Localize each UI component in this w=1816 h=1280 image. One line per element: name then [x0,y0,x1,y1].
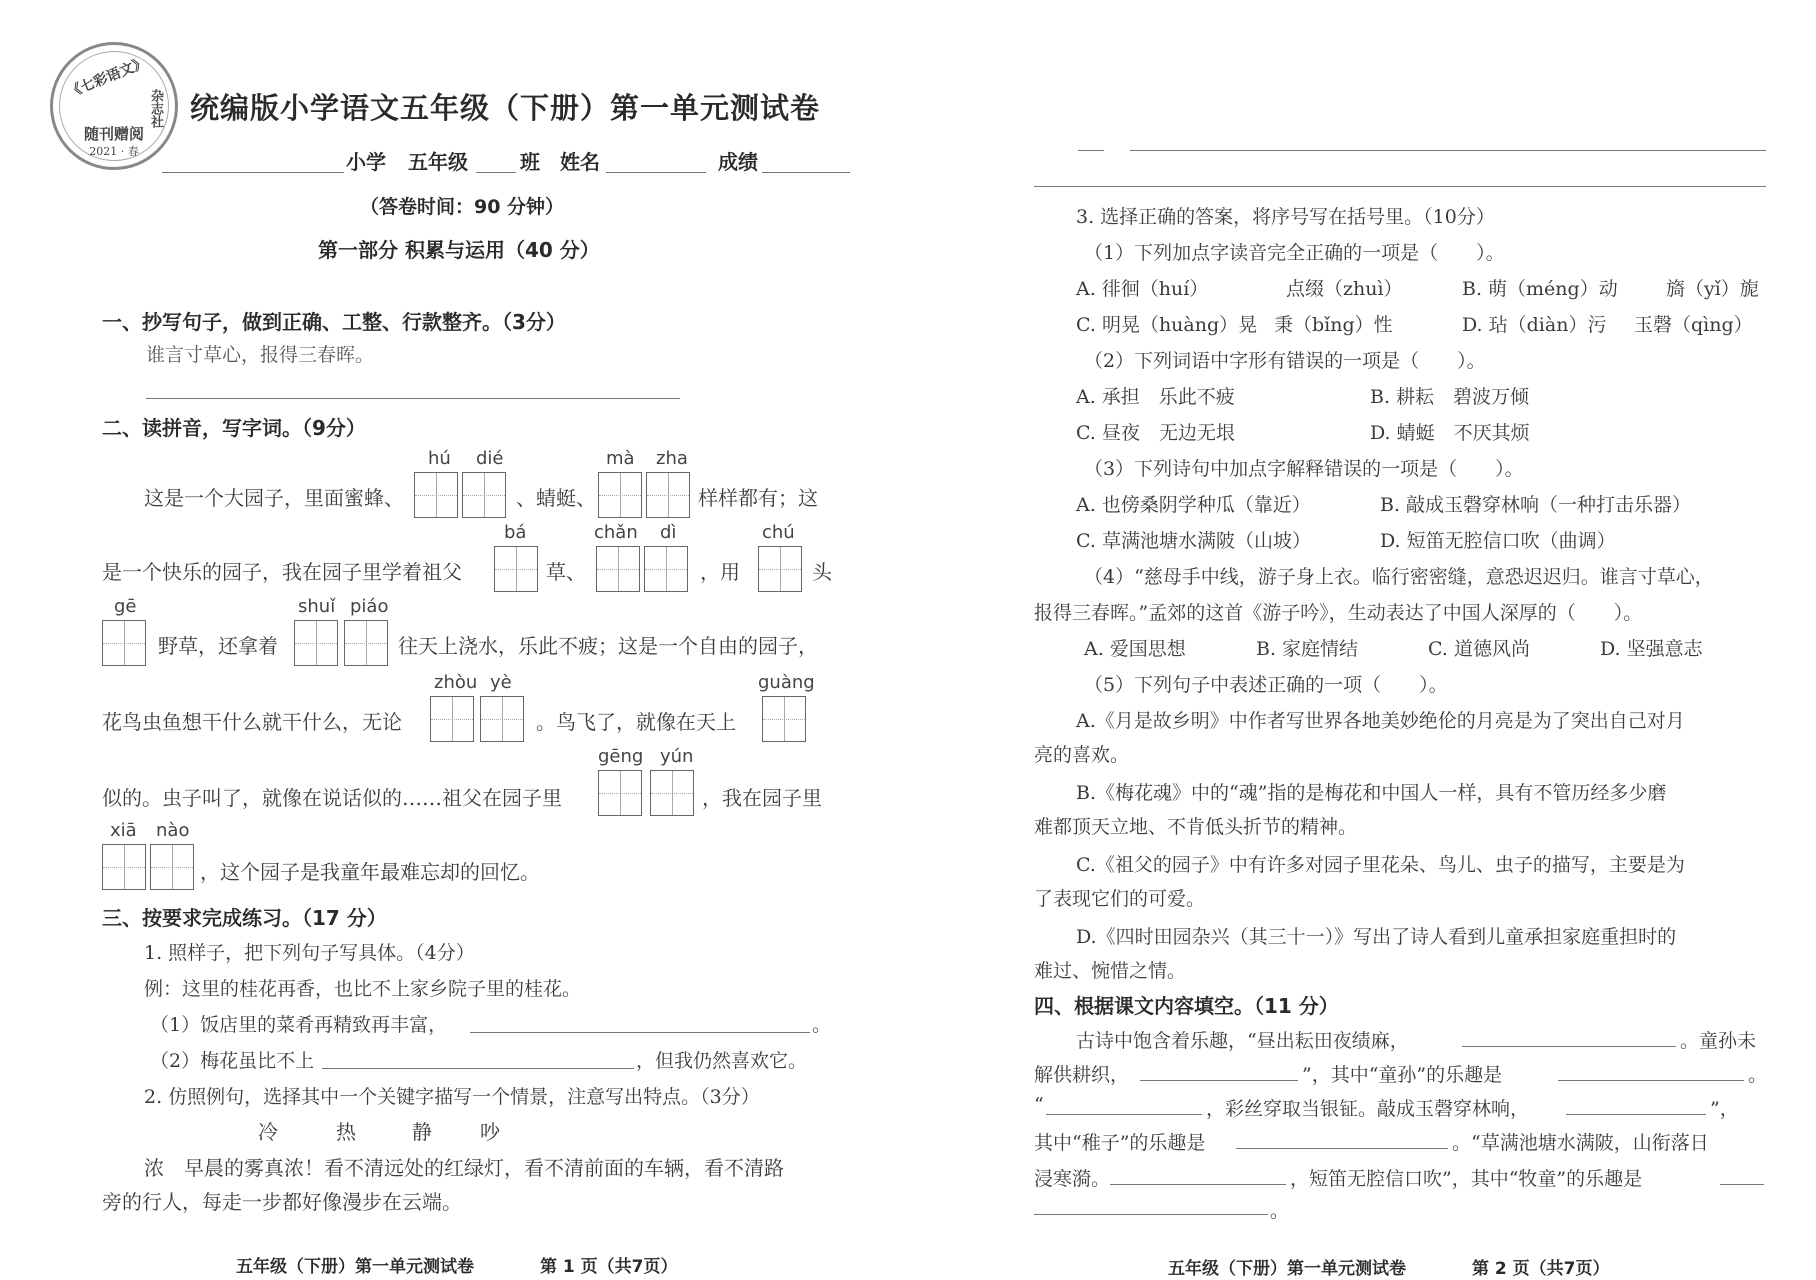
pinyin: mà [606,448,635,469]
s5-option-b-cont: 难都顶天立地、不肯低头折节的精神。 [1034,816,1358,838]
q3-example2-cont: 旁的行人，每走一步都好像漫步在云端。 [102,1190,462,1214]
stamp-middle-text: 随刊赠阅 [83,125,144,143]
page2-footer-title: 五年级（下册）第一单元测试卷 [1168,1259,1406,1279]
q4-l1b: 。童孙未 [1680,1030,1757,1052]
q2-line6-a: ，这个园子是我童年最难忘却的回忆。 [200,860,540,884]
option: C. 道德风尚 [1428,638,1530,660]
s5-option-c-cont: 了表现它们的可爱。 [1034,888,1206,910]
pinyin: dié [476,448,504,469]
publisher-stamp [50,42,178,170]
grade-label: 五年级 [408,150,468,174]
q4-l4a: 其中“稚子”的乐趣是 [1034,1132,1206,1154]
pinyin: gēng [598,746,644,767]
char-box[interactable] [344,620,388,666]
q4-l2a: 解供耕织， [1034,1064,1130,1086]
char-box[interactable] [102,844,146,890]
q3-item1-end: 。 [812,1014,832,1036]
pinyin: piáo [350,596,389,617]
q2-line4-b: 。鸟飞了，就像在天上 [536,710,736,734]
q3-example2-text: 早晨的雾真浓！看不清远处的红绿灯，看不清前面的车辆，看不清路 [184,1156,784,1180]
fill-blank[interactable] [1034,1214,1268,1215]
fill-blank[interactable] [1110,1184,1286,1185]
option: D. 蜻蜓 不厌其烦 [1370,422,1530,444]
q3-3-s3: （3）下列诗句中加点字解释错误的一项是（ ）。 [1084,458,1524,480]
pinyin: zhòu [434,672,478,693]
option: 旖（yǐ）旎 [1666,278,1759,300]
q1-heading: 一、抄写句子，做到正确、工整、行款整齐。（3分） [102,310,566,334]
page1-footer-page: 第 1 页（共7页） [540,1257,678,1277]
q4-l6-end: 。 [1270,1200,1290,1222]
char-box[interactable] [598,472,642,518]
q4-heading: 四、根据课文内容填空。（11 分） [1034,994,1339,1018]
q3-item2-answer-line[interactable] [322,1068,634,1069]
pinyin: chú [762,522,795,543]
q2-heading: 二、读拼音，写字词。（9分） [102,416,366,440]
q2-line2-d: 头 [812,560,832,584]
char-box[interactable] [596,546,640,592]
q2-line2-b: 草、 [546,560,586,584]
fill-blank[interactable] [1566,1114,1706,1115]
s5-option-a: A.《月是故乡明》中作者写世界各地美妙绝伦的月亮是为了突出自己对月 [1076,710,1685,732]
q3-3-s2: （2）下列词语中字形有错误的一项是（ ）。 [1084,350,1486,372]
option: 点缀（zhuì） [1286,278,1403,300]
q2-line1-b: 、蜻蜓、 [516,486,596,510]
q3-3-heading: 3. 选择正确的答案，将序号写在括号里。（10分） [1076,206,1495,228]
keyword: 吵 [480,1120,500,1144]
page1-footer-title: 五年级（下册）第一单元测试卷 [236,1257,474,1277]
option: A. 徘徊（huí） [1076,278,1209,300]
class-label: 班 [520,150,540,174]
pinyin: hú [428,448,451,469]
class-blank[interactable] [476,172,516,173]
fill-blank[interactable] [1236,1148,1448,1149]
keyword: 静 [412,1120,432,1144]
q3-3-s5: （5）下列句子中表述正确的一项（ ）。 [1084,674,1448,696]
answer-line[interactable] [1130,150,1766,151]
option: C. 草满池塘水满陂（山坡） [1076,530,1311,552]
score-label: 成绩 [718,150,758,174]
s5-option-c: C.《祖父的园子》中有许多对园子里花朵、鸟儿、虫子的描写，主要是为 [1076,854,1685,876]
s5-option-d-cont: 难过、惋惜之情。 [1034,960,1187,982]
q2-line2-a: 是一个快乐的园子，我在园子里学着祖父 [102,560,462,584]
option: B. 萌（méng）动 [1462,278,1618,300]
q3-heading: 三、按要求完成练习。（17 分） [102,906,387,930]
char-box[interactable] [462,472,506,518]
q2-line5-a: 似的。虫子叫了，就像在说话似的……祖父在园子里 [102,786,562,810]
name-label: 姓名 [560,150,600,174]
q3-item1-answer-line[interactable] [470,1032,810,1033]
fill-blank[interactable] [1720,1184,1764,1185]
char-box[interactable] [650,770,694,816]
q4-l2c: 。 [1748,1064,1768,1086]
score-blank[interactable] [762,172,850,173]
option: A. 爱国思想 [1084,638,1186,660]
q4-l3c: ”， [1710,1098,1739,1120]
option: D. 短笛无腔信口吹（曲调） [1380,530,1616,552]
char-box[interactable] [150,844,194,890]
option: D. 坚强意志 [1600,638,1703,660]
pinyin: shuǐ [298,596,336,617]
q3-3-s4-line2: 报得三春晖。”孟郊的这首《游子吟》，生动表达了中国人深厚的（ ）。 [1034,602,1643,624]
q2-line2-c: ，用 [700,560,740,584]
char-box[interactable] [762,696,806,742]
fill-blank[interactable] [1558,1080,1744,1081]
school-blank[interactable] [162,172,344,173]
stamp-year: 2021 · 春 [89,145,139,158]
exam-time: （答卷时间：90 分钟） [360,196,565,218]
pinyin: yún [660,746,694,767]
option: A. 也傍桑阴学种瓜（靠近） [1076,494,1311,516]
char-box[interactable] [414,472,458,518]
q2-line3-a: 野草，还拿着 [158,634,278,658]
q4-l3b: ，彩丝穿取当银钲。敲成玉磬穿林响， [1206,1098,1530,1120]
answer-line[interactable] [1034,186,1766,187]
option: A. 承担 乐此不疲 [1076,386,1235,408]
char-box[interactable] [644,546,688,592]
char-box[interactable] [598,770,642,816]
q4-l4b: 。“草满池塘水满陂，山衔落日 [1452,1132,1709,1154]
option: 秉（bǐng）性 [1274,314,1393,336]
q3-example: 例：这里的桂花再香，也比不上家乡院子里的桂花。 [144,978,582,1000]
pinyin: zha [656,448,688,469]
stamp-top-text: 《七彩语文》 [65,54,150,102]
pinyin: guàng [758,672,815,693]
s5-option-b: B.《梅花魂》中的“魂”指的是梅花和中国人一样，具有不管历经多少磨 [1076,782,1667,804]
pinyin: bá [504,522,527,543]
page2-footer-page: 第 2 页（共7页） [1472,1259,1610,1279]
part-one-heading: 第一部分 积累与运用（40 分） [318,238,600,262]
fill-blank[interactable] [1140,1080,1298,1081]
fill-blank[interactable] [1462,1046,1676,1047]
keyword: 热 [336,1120,356,1144]
pinyin: gē [114,596,137,617]
pinyin: xiā [110,820,137,841]
q2-line3-b: 往天上浇水，乐此不疲；这是一个自由的园子， [398,634,818,658]
char-box[interactable] [494,546,538,592]
fill-blank[interactable] [1046,1114,1202,1115]
q2-line4-a: 花鸟虫鱼想干什么就干什么，无论 [102,710,402,734]
s5-option-d: D.《四时田园杂兴（其三十一）》写出了诗人看到儿童承担家庭重担时的 [1076,926,1677,948]
pinyin: dì [660,522,677,543]
char-box[interactable] [102,620,146,666]
pinyin: chǎn [594,522,638,543]
q4-l5b: ，短笛无腔信口吹”，其中“牧童”的乐趣是 [1290,1168,1643,1190]
q1-answer-line[interactable] [146,398,680,399]
option: C. 昼夜 无边无垠 [1076,422,1235,444]
option: C. 明晃（huàng）晃 [1076,314,1258,336]
q4-l2b: ”，其中“童孙”的乐趣是 [1302,1064,1503,1086]
q4-l5a: 浸寒漪。 [1034,1168,1111,1190]
q3-item2: （2）梅花虽比不上 [150,1050,315,1072]
char-box[interactable] [646,472,690,518]
q2-line1-a: 这是一个大园子，里面蜜蜂、 [144,486,404,510]
char-box[interactable] [294,620,338,666]
q3-3-s1: （1）下列加点字读音完全正确的一项是（ ）。 [1084,242,1505,264]
option: B. 敲成玉磬穿林响（一种打击乐器） [1380,494,1692,516]
option: B. 家庭情结 [1256,638,1359,660]
q4-l1a: 古诗中饱含着乐趣，“昼出耘田夜绩麻， [1076,1030,1409,1052]
option: B. 耕耘 碧波万倾 [1370,386,1530,408]
char-box[interactable] [430,696,474,742]
s5-option-a-cont: 亮的喜欢。 [1034,744,1130,766]
q2-line5-b: ，我在园子里 [702,786,822,810]
stamp-right-text: 杂志社 [148,89,163,128]
q3-item2-end: ，但我仍然喜欢它。 [636,1050,808,1072]
q4-l3a: “ [1034,1094,1044,1116]
q3-sub1: 1. 照样子，把下列句子写具体。（4分） [144,942,475,964]
q3-example2-label: 浓 [144,1156,164,1180]
option: 玉磬（qìng） [1634,314,1753,336]
q3-sub2: 2. 仿照例句，选择其中一个关键字描写一个情景，注意写出特点。（3分） [144,1086,760,1108]
q2-line1-c: 样样都有；这 [698,486,818,510]
char-box[interactable] [480,696,524,742]
pinyin: yè [490,672,512,693]
keyword: 冷 [258,1120,278,1144]
school-label: 小学 [346,150,386,174]
page-title: 统编版小学语文五年级（下册）第一单元测试卷 [190,91,821,125]
pinyin: nào [156,820,190,841]
option: D. 玷（diàn）污 [1462,314,1607,336]
q3-item1: （1）饭店里的菜肴再精致再丰富， [150,1014,448,1036]
q1-sentence: 谁言寸草心，报得三春晖。 [146,344,375,366]
q3-3-s4-line1: （4）“慈母手中线，游子身上衣。临行密密缝，意恐迟迟归。谁言寸草心， [1084,566,1714,588]
name-blank[interactable] [606,172,706,173]
char-box[interactable] [758,546,802,592]
answer-line[interactable] [1078,150,1104,151]
